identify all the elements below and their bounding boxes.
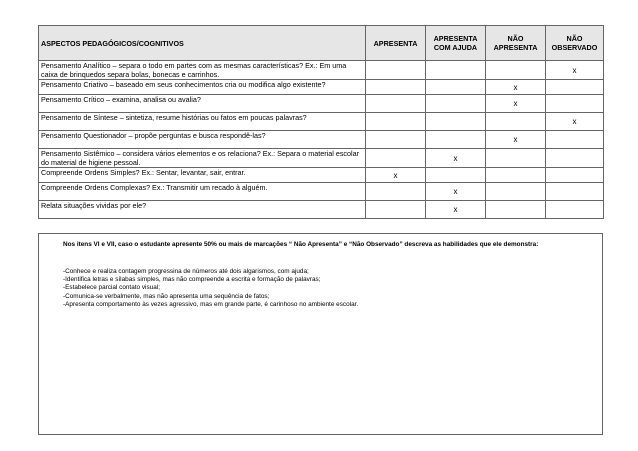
- header-aspects: ASPECTOS PEDAGÓGICOS/COGNITIVOS: [39, 26, 366, 61]
- mark-cell: x: [486, 131, 546, 149]
- row-label: Pensamento Crítico – examina, analisa ou avalia?: [39, 95, 366, 113]
- row-label: Relata situações vividas por ele?: [39, 201, 366, 219]
- mark-cell: x: [426, 183, 486, 201]
- notes-instruction: Nos itens VI e VII, caso o estudante apresente 50% ou mais de marcações “ Não Apresenta” e “Não Observado” descreva as habilidades que ele demonstra:: [63, 241, 539, 248]
- header-apresenta: APRESENTA: [366, 26, 426, 61]
- mark-cell: [366, 131, 426, 149]
- notes-lines: [63, 268, 358, 309]
- row-label: Pensamento Questionador – propõe perguntas e busca respondê-las?: [39, 131, 366, 149]
- mark-cell: [546, 149, 604, 168]
- mark-cell: x: [426, 149, 486, 168]
- row-label: Pensamento Sistêmico – considera vários elementos e os relaciona? Ex.: Separa o material escolar do material de higiene pessoal.: [39, 149, 366, 168]
- notes-line: -Estabelece parcial contato visual;: [63, 284, 160, 292]
- assessment-table: [38, 25, 604, 219]
- row-label: Compreende Ordens Complexas? Ex.: Transmitir um recado à alguém.: [39, 183, 366, 201]
- mark-cell: [546, 168, 604, 183]
- mark-cell: [486, 149, 546, 168]
- mark-cell: x: [366, 168, 426, 183]
- table-row: [39, 61, 604, 80]
- mark-cell: x: [426, 201, 486, 219]
- table-row: [39, 131, 604, 149]
- table-header-row: [39, 26, 604, 61]
- mark-cell: [366, 80, 426, 95]
- mark-cell: [426, 61, 486, 80]
- notes-line: -Conhece e realiza contagem progressina de números até dois algarismos, com ajuda;: [63, 268, 309, 275]
- mark-cell: [486, 183, 546, 201]
- mark-cell: [486, 113, 546, 131]
- mark-cell: [366, 113, 426, 131]
- mark-cell: x: [546, 61, 604, 80]
- mark-cell: [486, 61, 546, 80]
- notes-line: -Identifica letras e sílabas simples, mas não compreende a escrita e formação de palavras;: [63, 276, 321, 284]
- table-row: [39, 168, 604, 183]
- row-label: Pensamento de Síntese – sintetiza, resume histórias ou fatos em poucas palavras?: [39, 113, 366, 131]
- mark-cell: [426, 80, 486, 95]
- table-row: [39, 201, 604, 219]
- mark-cell: [426, 113, 486, 131]
- mark-cell: x: [486, 95, 546, 113]
- mark-cell: [546, 80, 604, 95]
- mark-cell: [546, 183, 604, 201]
- notes-line: -Apresenta comportamento às vezes agressivo, mas em grande parte, é carinhoso no ambiente escolar.: [63, 300, 359, 308]
- table-row: [39, 183, 604, 201]
- mark-cell: [366, 201, 426, 219]
- mark-cell: [366, 61, 426, 80]
- mark-cell: [486, 201, 546, 219]
- table-row: [39, 113, 604, 131]
- row-label: Compreende Ordens Simples? Ex.: Sentar, levantar, sair, entrar.: [39, 168, 366, 183]
- mark-cell: [426, 131, 486, 149]
- row-label: Pensamento Analítico – separa o todo em partes com as mesmas características? Ex.: Em uma caixa de brinquedos separa bolas, bonecas e carrinhos.: [39, 61, 366, 80]
- mark-cell: [546, 131, 604, 149]
- mark-cell: x: [546, 113, 604, 131]
- table-row: [39, 149, 604, 168]
- mark-cell: [366, 149, 426, 168]
- mark-cell: [366, 95, 426, 113]
- mark-cell: x: [486, 80, 546, 95]
- header-nao-apresenta: NÃO APRESENTA: [486, 26, 546, 61]
- notes-line: -Comunica-se verbalmente, mas não apresenta uma sequência de fatos;: [63, 292, 270, 300]
- mark-cell: [426, 168, 486, 183]
- table-row: [39, 80, 604, 95]
- table-row: [39, 95, 604, 113]
- mark-cell: [546, 201, 604, 219]
- notes-box: [38, 233, 603, 435]
- mark-cell: [366, 183, 426, 201]
- row-label: Pensamento Criativo – baseado em seus conhecimentos cria ou modifica algo existente?: [39, 80, 366, 95]
- mark-cell: [486, 168, 546, 183]
- table-body: [39, 61, 604, 219]
- mark-cell: [426, 95, 486, 113]
- header-nao-observado: NÃO OBSERVADO: [546, 26, 604, 61]
- header-apresenta-com-ajuda: APRESENTA COM AJUDA: [426, 26, 486, 61]
- mark-cell: [546, 95, 604, 113]
